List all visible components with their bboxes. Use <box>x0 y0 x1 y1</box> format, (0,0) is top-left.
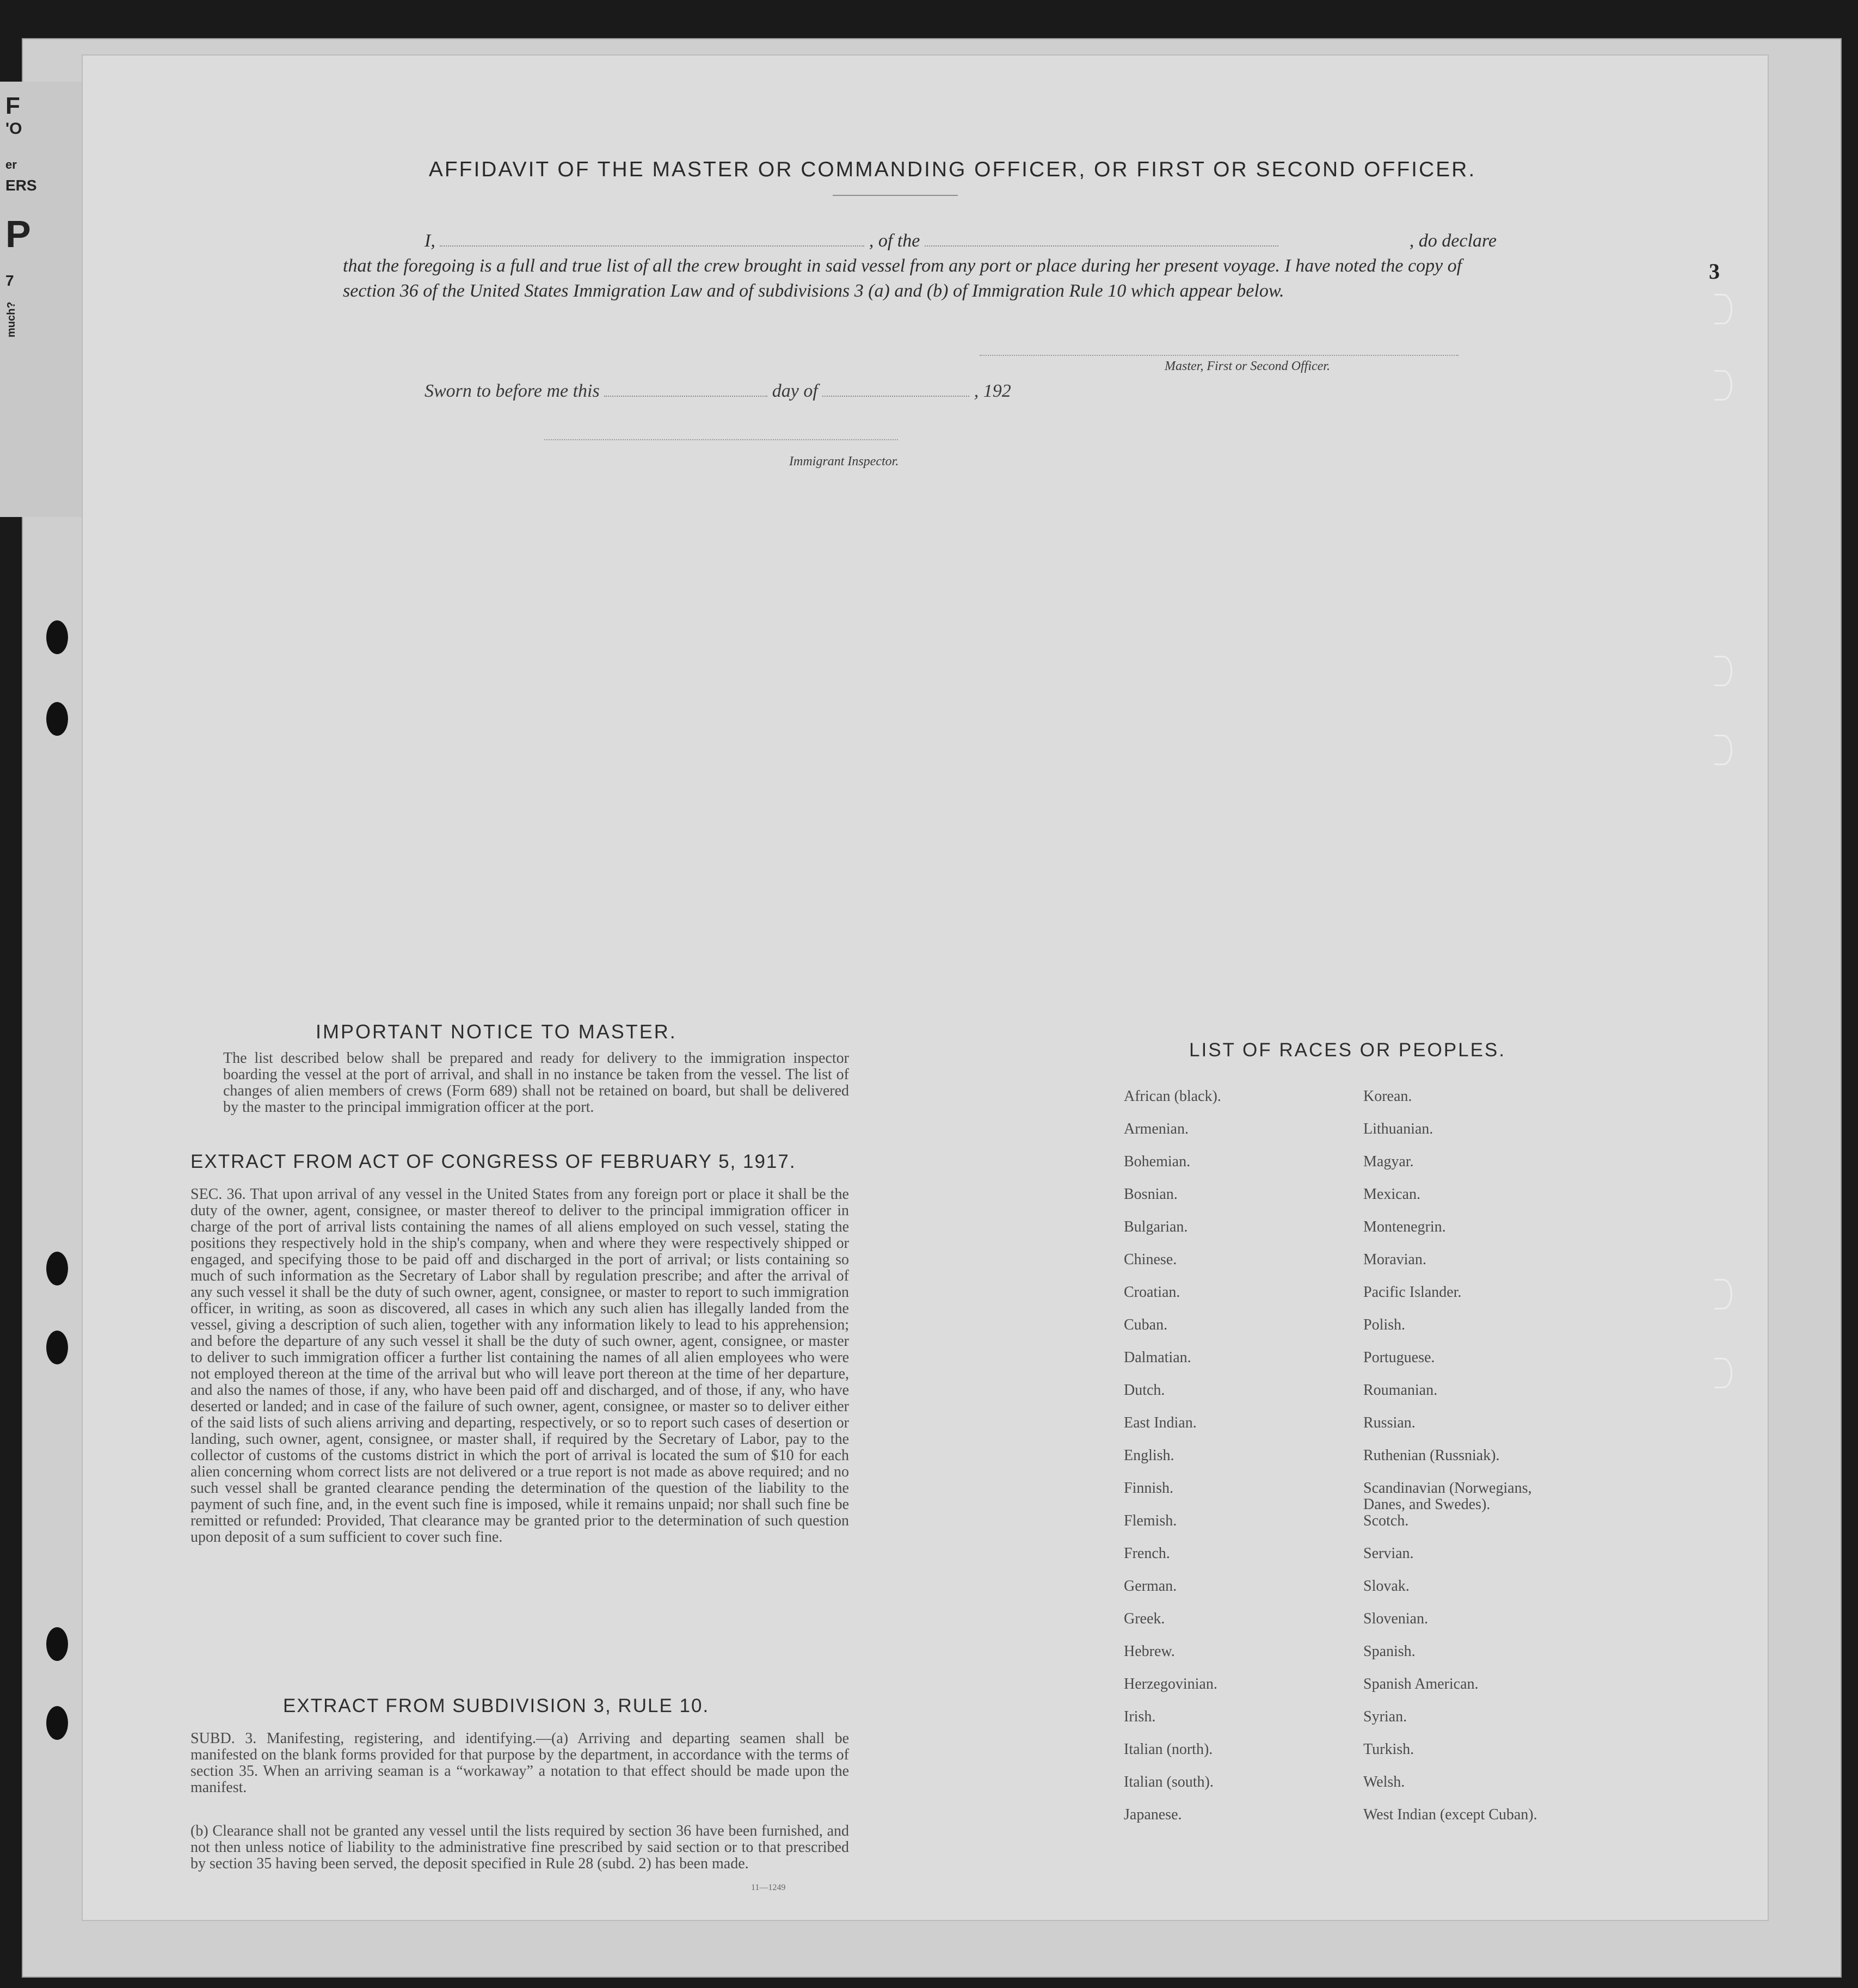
race-item: Mexican. <box>1363 1186 1420 1203</box>
race-item: Scotch. <box>1363 1512 1409 1529</box>
race-item: Cuban. <box>1124 1316 1168 1333</box>
race-item: French. <box>1124 1545 1170 1562</box>
race-item: Roumanian. <box>1363 1382 1438 1399</box>
race-item: Hebrew. <box>1124 1643 1175 1660</box>
races-list <box>1124 1088 1570 1839</box>
punch-hole <box>46 1252 68 1285</box>
sworn-year: , 192 <box>974 381 1011 401</box>
race-item: African (black). <box>1124 1088 1221 1105</box>
affidavit-body: that the foregoing is a full and true list of all the crew brought in said vessel from any port or place during her present voyage. I have noted the copy of section 36 of the United States Immigration Law and of subdivisions 3 (a) and (b) of Immigration Rule 10 which appear below. <box>343 256 1462 301</box>
race-item: Syrian. <box>1363 1708 1407 1725</box>
race-item: Herzegovinian. <box>1124 1676 1217 1692</box>
affidavit-first-line <box>343 229 1497 254</box>
race-item: Korean. <box>1363 1088 1412 1105</box>
margin-fragment: F <box>5 93 20 119</box>
race-item: Bulgarian. <box>1124 1218 1188 1235</box>
act-extract-body: SEC. 36. That upon arrival of any vessel in the United States from any foreign port or place it shall be the duty of the owner, agent, consignee, or master thereof to deliver to the principal immigration officer in charge of the port of arrival lists containing the names of all aliens employed on such vessel, stating the positions they respectively hold in the ship's company, when and where they were respectively shipped or engaged, and specifying those to be paid off and discharged in the port of arrival; or lists containing so much of such information as the Secretary of Labor shall by regulation prescribe; and after the arrival of any such vessel it shall be the duty of such owner, agent, consignee, or master to report to such immigration officer, in writing, as soon as discovered, all cases in which any such alien has illegally landed from the vessel, giving a description of such alien, together with any information likely to lead to his apprehension; and before the departure of any such vessel it shall be the duty of such owner, agent, consignee, or master to deliver to such immigration officer a further list containing the names of all alien employees who were not employed thereon at the time of the arrival but who will leave port thereon at the time of her departure, and also the names of those, if any, who have been paid off and discharged, and of those, if any, who have deserted or landed; and in case of the failure of such owner, agent, consignee, or master so to deliver either of the said lists of such aliens arriving and departing, respectively, or so to report such cases of desertion or landing, such owner, agent, consignee, or master shall, if required by the Secretary of Labor, pay to the collector of customs of the customs district in which the port of arrival is located the sum of $10 for each alien concerning whom correct lists are not delivered or a true report is not made as above required; and no such vessel shall be granted clearance pending the determination of the question of the liability to the payment of such fine, and, in the event such fine is imposed, while it remains unpaid; nor shall such fine be remitted or refunded: Provided, That clearance may be granted prior to the determination of such question upon deposit of a sum sufficient to cover such fine. <box>190 1186 849 1546</box>
adjacent-page-fragment <box>0 82 82 517</box>
race-item: Dalmatian. <box>1124 1349 1191 1366</box>
race-item: English. <box>1124 1447 1174 1464</box>
affidavit-of-the: , of the <box>869 231 920 251</box>
race-item: Flemish. <box>1124 1512 1177 1529</box>
act-extract-title: EXTRACT FROM ACT OF CONGRESS OF FEBRUARY 5, 1917. <box>190 1151 796 1172</box>
race-item: Ruthenian (Russniak). <box>1363 1447 1500 1464</box>
punch-hole <box>46 620 68 654</box>
binder-ring-mark <box>1714 294 1732 324</box>
race-item: Italian (north). <box>1124 1741 1213 1758</box>
punch-hole <box>46 1627 68 1661</box>
race-item: Chinese. <box>1124 1251 1177 1268</box>
race-item: Dutch. <box>1124 1382 1165 1399</box>
punch-hole <box>46 702 68 736</box>
race-item: Pacific Islander. <box>1363 1284 1462 1301</box>
title-rule <box>833 195 958 196</box>
affidavit-i: I, <box>424 231 435 251</box>
binder-ring-mark <box>1714 1358 1732 1388</box>
punch-hole <box>46 1331 68 1364</box>
margin-fragment: 7 <box>5 272 14 289</box>
race-item: Welsh. <box>1363 1774 1405 1790</box>
race-item: Servian. <box>1363 1545 1414 1562</box>
race-item: Finnish. <box>1124 1480 1174 1497</box>
affidavit-title: AFFIDAVIT OF THE MASTER OR COMMANDING OFFICER, OR FIRST OR SECOND OFFICER. <box>428 158 1476 181</box>
race-item: German. <box>1124 1578 1177 1595</box>
sworn-prefix: Sworn to before me this <box>424 381 600 401</box>
race-item: Bohemian. <box>1124 1153 1191 1170</box>
race-item: West Indian (except Cuban). <box>1363 1806 1537 1823</box>
sworn-day-blank[interactable] <box>604 396 767 397</box>
race-item: Italian (south). <box>1124 1774 1214 1790</box>
margin-fragment: ERS <box>5 177 37 194</box>
race-item: Scandinavian (Norwegians, Danes, and Swedes). <box>1363 1480 1532 1513</box>
race-item: Slovak. <box>1363 1578 1410 1595</box>
master-caption: Master, First or Second Officer. <box>1165 359 1330 373</box>
sworn-day-of: day of <box>772 381 818 401</box>
race-item: Magyar. <box>1363 1153 1414 1170</box>
race-item: Russian. <box>1363 1414 1416 1431</box>
race-item: Slovenian. <box>1363 1610 1428 1627</box>
vessel-blank[interactable] <box>925 245 1278 247</box>
race-item: Montenegrin. <box>1363 1218 1446 1235</box>
margin-fragment: much? <box>5 301 17 337</box>
margin-fragment: P <box>5 213 31 255</box>
race-item: Spanish. <box>1363 1643 1416 1660</box>
notice-body: The list described below shall be prepared and ready for delivery to the immigration inspector boarding the vessel at the port of arrival, and shall in no instance be taken from the vessel. The list of changes of alien members of crews (Form 689) shall not be retained on board, but shall be delivered by the master to the principal immigration officer at the port. <box>223 1050 849 1116</box>
race-item: Turkish. <box>1363 1741 1414 1758</box>
race-item: Greek. <box>1124 1610 1165 1627</box>
race-item: Spanish American. <box>1363 1676 1479 1692</box>
race-item: Polish. <box>1363 1316 1406 1333</box>
race-item: Bosnian. <box>1124 1186 1178 1203</box>
page-number: 3 <box>1709 259 1720 284</box>
margin-fragment: er <box>5 158 17 171</box>
master-signature-line[interactable] <box>980 354 1459 356</box>
races-title: LIST OF RACES OR PEOPLES. <box>1189 1039 1506 1061</box>
race-item: Lithuanian. <box>1363 1121 1434 1137</box>
binder-ring-mark <box>1714 370 1732 401</box>
affidavit-text <box>343 229 1497 304</box>
notice-title: IMPORTANT NOTICE TO MASTER. <box>316 1020 677 1043</box>
punch-hole <box>46 1706 68 1740</box>
race-item: Irish. <box>1124 1708 1156 1725</box>
sworn-month-blank[interactable] <box>822 396 969 397</box>
margin-fragment: 'O <box>5 120 22 138</box>
race-item: East Indian. <box>1124 1414 1197 1431</box>
binder-ring-mark <box>1714 656 1732 686</box>
form-number: 11—1249 <box>751 1883 786 1892</box>
race-item: Portuguese. <box>1363 1349 1435 1366</box>
inspector-signature-line[interactable] <box>544 438 898 440</box>
sworn-line <box>424 381 1011 402</box>
race-item: Moravian. <box>1363 1251 1426 1268</box>
manifest-page <box>82 54 1769 1921</box>
inspector-caption: Immigrant Inspector. <box>789 454 899 469</box>
binder-ring-mark <box>1714 735 1732 765</box>
rule-extract-body-b: (b) Clearance shall not be granted any vessel until the lists required by section 36 have been furnished, and not then unless notice of liability to the administrative fine prescribed by said section or to that prescribed by section 35 having been served, the deposit specified in Rule 28 (subd. 2) has been made. <box>190 1823 849 1872</box>
race-item: Armenian. <box>1124 1121 1189 1137</box>
rule-extract-body-a: SUBD. 3. Manifesting, registering, and identifying.—(a) Arriving and departing seamen shall be manifested on the blank forms provided for that purpose by the department, in accordance with the terms of section 35. When an arriving seaman is a “workaway” a notation to that effect should be made upon the manifest. <box>190 1730 849 1796</box>
affidavit-declare: , do declare <box>1409 231 1497 251</box>
binder-ring-mark <box>1714 1279 1732 1309</box>
race-item: Japanese. <box>1124 1806 1182 1823</box>
race-item: Croatian. <box>1124 1284 1180 1301</box>
rule-extract-title: EXTRACT FROM SUBDIVISION 3, RULE 10. <box>283 1695 710 1716</box>
name-blank[interactable] <box>440 245 864 247</box>
